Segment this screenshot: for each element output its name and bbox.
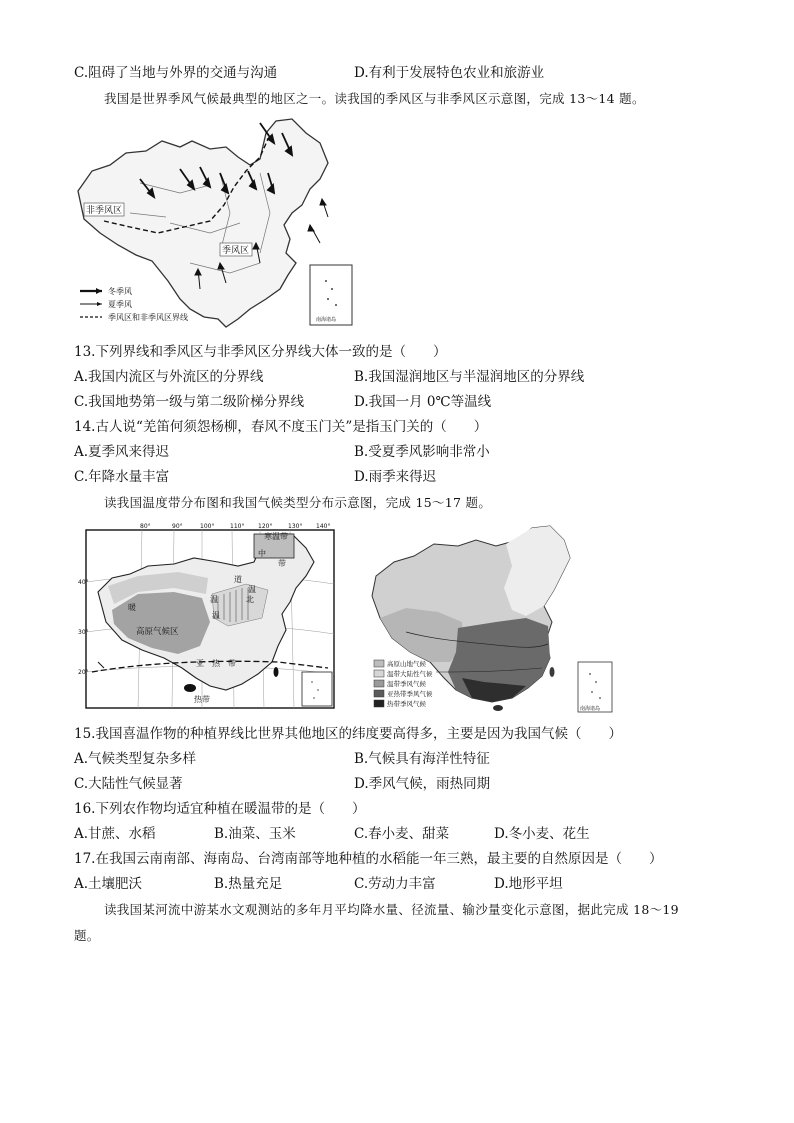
zone-belt: 带	[278, 559, 286, 568]
monsoon-inset-label: 南海诸岛	[316, 317, 337, 323]
lat-30: 30°	[78, 629, 89, 636]
lat-40: 40°	[78, 579, 89, 586]
lon-140: 140°	[316, 523, 331, 530]
monsoon-map	[70, 113, 356, 333]
q13-option-b: B.我国湿润地区与半湿润地区的分界线	[354, 369, 585, 385]
zone-plateau: 高原气候区	[136, 627, 179, 637]
climate-inset-label: 南海诸岛	[580, 706, 601, 712]
legend-continental-climate: 温带大陆性气候	[387, 670, 433, 678]
q14-option-c: C.年降水量丰富	[74, 469, 170, 485]
lon-110: 110°	[230, 523, 245, 530]
q15-option-b: B.气候具有海洋性特征	[354, 751, 490, 767]
q13-option-a: A.我国内流区与外流区的分界线	[74, 369, 264, 385]
temperature-zone-map	[78, 522, 340, 712]
q12-option-c: C.阻碍了当地与外界的交通与沟通	[74, 65, 278, 81]
q13-stem: 13.下列界线和季风区与非季风区分界线大体一致的是（ ）	[74, 344, 447, 360]
q15-stem: 15.我国喜温作物的种植界线比世界其他地区的纬度要高得多，主要是因为我国气候（ ）	[74, 726, 622, 742]
legend-temperate-monsoon: 温带季风气候	[387, 680, 426, 688]
lon-100: 100°	[200, 523, 215, 530]
q13-option-d: D.我国一月 0℃等温线	[354, 394, 492, 410]
zone-middle: 中	[258, 549, 266, 558]
q12-option-d: D.有利于发展特色农业和旅游业	[354, 65, 545, 81]
q15-option-a: A.气候类型复杂多样	[74, 751, 197, 767]
legend-boundary: 季风区和非季风区界线	[108, 313, 188, 322]
intro-18-19-line2: 题。	[74, 928, 100, 943]
lon-80: 80°	[140, 523, 151, 530]
q17-option-a: A.土壤肥沃	[74, 876, 143, 892]
zone-wen: 温	[248, 585, 256, 594]
intro-15-17: 读我国温度带分布图和我国气候类型分布示意图，完成 15～17 题。	[104, 495, 492, 510]
lon-90: 90°	[172, 523, 183, 530]
legend-tropical-monsoon: 热带季风气候	[387, 700, 426, 708]
zone-dao: 道	[234, 575, 242, 584]
q17-option-d: D.地形平坦	[494, 876, 563, 892]
intro-18-19-line1: 读我国某河流中游某水文观测站的多年月平均降水量、径流量、输沙量变化示意图，据此完成 18～19	[104, 902, 679, 917]
climate-legend	[374, 659, 433, 708]
q17-option-b: B.热量充足	[214, 876, 283, 892]
zone-nuan: 暖	[128, 603, 136, 612]
q14-stem: 14.古人说“羌笛何须怨杨柳，春风不度玉门关”是指玉门关的（ ）	[74, 419, 488, 435]
legend-subtropical-monsoon: 亚热带季风气候	[387, 690, 433, 698]
q16-option-c: C.春小麦、甜菜	[354, 826, 450, 842]
zone-cold: 寒温带	[264, 532, 288, 541]
legend-winter-monsoon: 冬季风	[108, 287, 132, 296]
legend-plateau-climate: 高原山地气候	[387, 660, 426, 668]
q16-stem: 16.下列农作物均适宜种植在暖温带的是（ ）	[74, 801, 366, 817]
q16-option-a: A.甘蔗、水稻	[74, 826, 156, 842]
q15-option-c: C.大陆性气候显著	[74, 776, 183, 792]
zone-guo: 温	[210, 595, 218, 604]
zone-tropical: 热带	[194, 695, 210, 704]
q17-stem: 17.在我国云南南部、海南岛、台湾南部等地种植的水稻能一年三熟，最主要的自然原因是（ ）	[74, 851, 663, 867]
zone-subtropical: 亚 热 带	[196, 659, 236, 668]
q15-option-d: D.季风气候，雨热同期	[354, 776, 491, 792]
q17-option-c: C.劳动力丰富	[354, 876, 436, 892]
climate-type-map	[366, 522, 618, 714]
q14-option-b: B.受夏季风影响非常小	[354, 444, 490, 460]
lon-130: 130°	[288, 523, 303, 530]
zone-north: 北	[246, 595, 254, 604]
legend-summer-monsoon: 夏季风	[108, 300, 132, 309]
zone-warm-belt: 温	[212, 611, 220, 620]
lat-20: 20°	[78, 669, 89, 676]
intro-13-14: 我国是世界季风气候最典型的地区之一。读我国的季风区与非季风区示意图，完成 13～14 题。	[104, 91, 645, 106]
label-non-monsoon: 非季风区	[86, 206, 123, 216]
lon-120: 120°	[258, 523, 273, 530]
q16-option-d: D.冬小麦、花生	[494, 826, 590, 842]
q16-option-b: B.油菜、玉米	[214, 826, 296, 842]
q14-option-a: A.夏季风来得迟	[74, 444, 170, 460]
q14-option-d: D.雨季来得迟	[354, 469, 437, 485]
label-monsoon: 季风区	[222, 246, 250, 256]
q13-option-c: C.我国地势第一级与第二级阶梯分界线	[74, 394, 305, 410]
